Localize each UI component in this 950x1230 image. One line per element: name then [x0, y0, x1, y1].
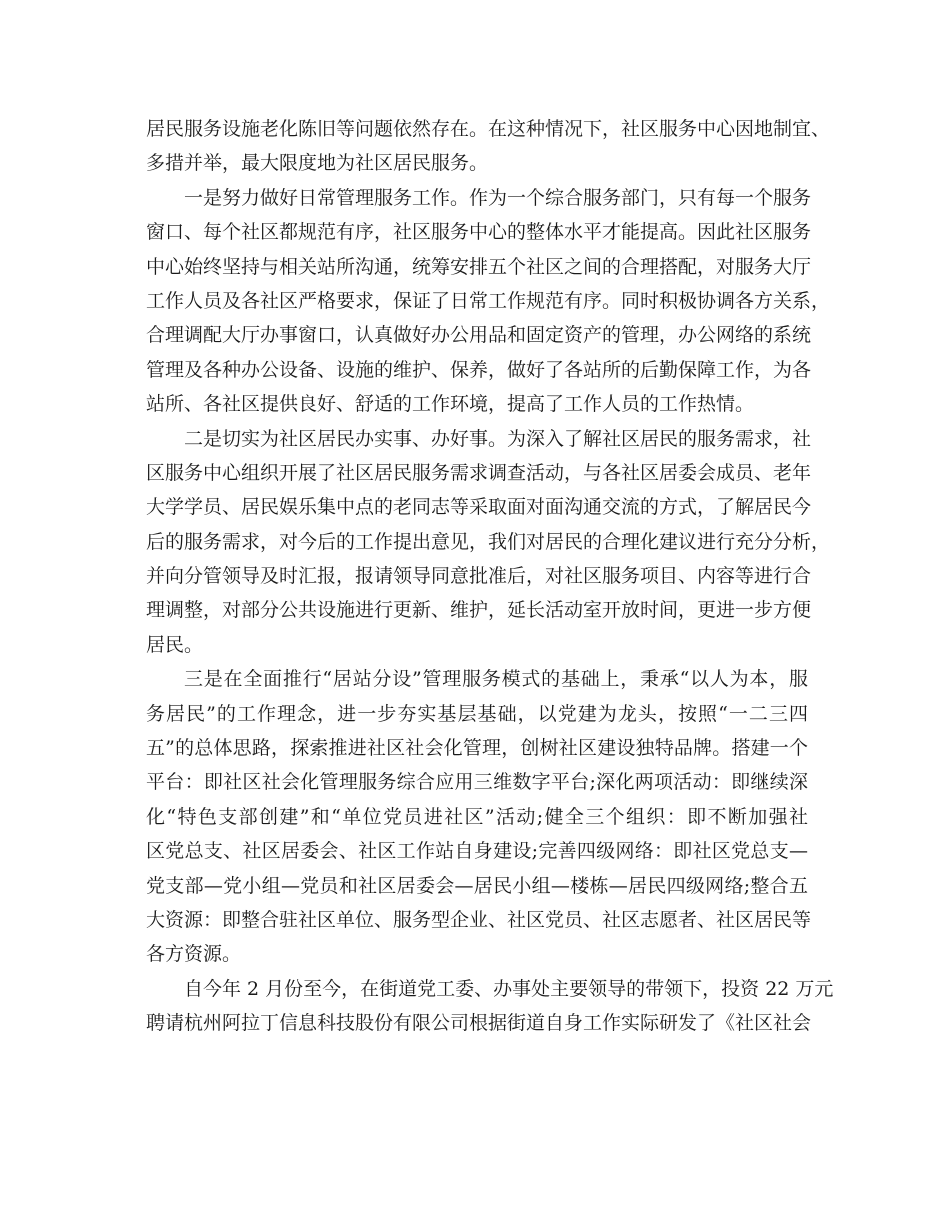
text-line: 中心始终坚持与相关站所沟通，统筹安排五个社区之间的合理搭配，对服务大厅 — [146, 255, 812, 278]
text-line: 大学学员、居民娱乐集中点的老同志等采取面对面沟通交流的方式，了解居民今 — [146, 496, 812, 519]
text-line: 务居民”的工作理念，进一步夯实基层基础，以党建为龙头，按照“一二三四 — [146, 702, 808, 725]
text-line: 多措并举，最大限度地为社区居民服务。 — [146, 152, 489, 175]
text-line: 居民。 — [146, 633, 204, 656]
text-line: 居民服务设施老化陈旧等问题依然存在。在这种情况下，社区服务中心因地制宜、 — [146, 118, 831, 140]
text-line: 合理调配大厅办事窗口，认真做好办公用品和固定资产的管理，办公网络的系统 — [146, 324, 812, 347]
paragraph — [146, 662, 812, 972]
text-line: 聘请杭州阿拉丁信息科技股份有限公司根据街道自身工作实际研发了《社区社会 — [146, 1012, 812, 1035]
paragraph — [146, 422, 831, 663]
text-line: 后的服务需求，对今后的工作提出意见，我们对居民的合理化建议进行充分分析， — [146, 530, 831, 553]
text-line: 区服务中心组织开展了社区居民服务需求调查活动，与各社区居委会成员、老年 — [146, 461, 812, 484]
text-line: 并向分管领导及时汇报，报请领导同意批准后，对社区服务项目、内容等进行合 — [146, 565, 812, 588]
text-line: 区党总支、社区居委会、社区工作站自身建设;完善四级网络：即社区党总支— — [146, 840, 808, 863]
text-line: 五”的总体思路，探索推进社区社会化管理，创树社区建设独特品牌。搭建一个 — [146, 737, 808, 760]
text-line: 化“特色支部创建”和“单位党员进社区”活动;健全三个组织：即不断加强社 — [146, 805, 808, 828]
text-line: 窗口、每个社区都规范有序，社区服务中心的整体水平才能提高。因此社区服务 — [146, 221, 812, 244]
text-line: 工作人员及各社区严格要求，保证了日常工作规范有序。同时积极协调各方关系， — [146, 289, 831, 312]
text-line: 二是切实为社区居民办实事、办好事。为深入了解社区居民的服务需求，社 — [184, 427, 812, 450]
text-line: 理调整，对部分公共设施进行更新、维护，延长活动室开放时间，更进一步方便 — [146, 599, 812, 622]
text-line: 三是在全面推行“居站分设”管理服务模式的基础上，秉承“以人为本，服 — [184, 668, 808, 691]
text-line: 自今年 2 月份至今，在街道党工委、办事处主要领导的带领下，投资 22 万元 — [184, 977, 834, 1000]
text-line: 站所、各社区提供良好、舒适的工作环境，提高了工作人员的工作热情。 — [146, 393, 755, 416]
document-body — [146, 112, 834, 1041]
text-line: 各方资源。 — [146, 943, 242, 966]
text-line: 管理及各种办公设备、设施的维护、保养，做好了各站所的后勤保障工作，为各 — [146, 358, 812, 381]
paragraph — [146, 181, 831, 422]
paragraph — [146, 972, 834, 1041]
text-line: 一是努力做好日常管理服务工作。作为一个综合服务部门，只有每一个服务 — [184, 186, 812, 209]
text-line: 大资源：即整合驻社区单位、服务型企业、社区党员、社区志愿者、社区居民等 — [146, 908, 812, 931]
text-line: 党支部—党小组—党员和社区居委会—居民小组—楼栋—居民四级网络;整合五 — [146, 874, 808, 897]
paragraph — [146, 112, 831, 181]
text-line: 平台：即社区社会化管理服务综合应用三维数字平台;深化两项活动：即继续深 — [146, 771, 808, 794]
